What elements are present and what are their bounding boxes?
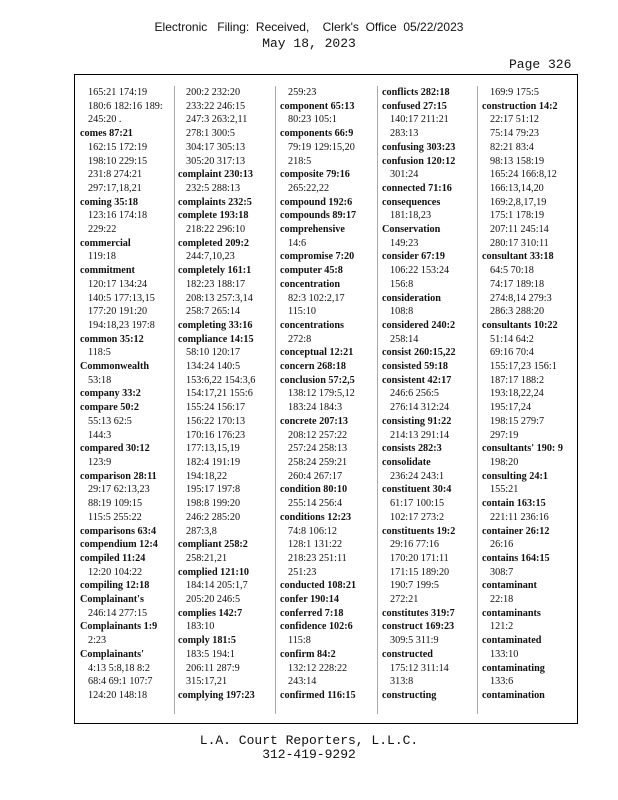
index-term: consistent 42:17 bbox=[382, 374, 452, 386]
index-reference: 218:22 296:10 bbox=[186, 224, 246, 236]
index-reference: 190:7 199:5 bbox=[390, 580, 439, 592]
index-term: conclusion 57:2,5 bbox=[280, 374, 355, 386]
index-reference: 258:7 265:14 bbox=[186, 306, 241, 318]
index-reference: 182:4 191:19 bbox=[186, 456, 241, 468]
index-term: complied 121:10 bbox=[178, 566, 250, 578]
index-reference: 22:17 51:12 bbox=[490, 114, 539, 126]
index-reference: 115:8 bbox=[288, 635, 311, 647]
index-reference: 162:15 172:19 bbox=[88, 141, 148, 153]
index-term: construct 169:23 bbox=[382, 621, 455, 633]
index-reference: 88:19 109:15 bbox=[88, 498, 143, 510]
index-term: common 35:12 bbox=[80, 333, 144, 345]
index-reference: 120:17 134:24 bbox=[88, 278, 148, 290]
index-reference: 309:5 311:9 bbox=[390, 635, 439, 647]
index-term: commercial bbox=[80, 237, 131, 249]
index-reference: 51:14 64:2 bbox=[490, 333, 534, 345]
index-reference: 205:20 246:5 bbox=[186, 594, 241, 606]
index-reference: 181:18,23 bbox=[390, 210, 432, 222]
index-reference: 244:7,10,23 bbox=[186, 251, 235, 263]
index-reference: 153:6,22 154:3,6 bbox=[186, 374, 256, 386]
index-term: constituent 30:4 bbox=[382, 484, 452, 496]
index-term: confirmed 116:15 bbox=[280, 689, 356, 701]
index-reference: 198:15 279:7 bbox=[490, 415, 545, 427]
index-term: confirm 84:2 bbox=[280, 648, 336, 660]
index-column-1 bbox=[80, 86, 170, 716]
index-reference: 169:9 175:5 bbox=[490, 87, 539, 98]
index-reference: 180:6 182:16 189: bbox=[88, 100, 163, 112]
index-reference: 74:8 106:12 bbox=[288, 525, 337, 537]
index-reference: 260:4 267:17 bbox=[288, 470, 343, 482]
index-reference: 155:24 156:17 bbox=[186, 402, 246, 414]
index-reference: 22:18 bbox=[490, 594, 514, 606]
index-reference: 287:3,8 bbox=[186, 525, 217, 537]
index-reference: 79:19 129:15,20 bbox=[288, 141, 355, 153]
index-reference: 278:1 300:5 bbox=[186, 128, 235, 140]
index-reference: 14:6 bbox=[288, 237, 307, 249]
index-reference: 200:2 232:20 bbox=[186, 87, 241, 98]
index-reference: 198:8 199:20 bbox=[186, 498, 241, 510]
index-reference: 255:14 256:4 bbox=[288, 498, 343, 510]
index-reference: 208:13 257:3,14 bbox=[186, 292, 253, 304]
index-column-5 bbox=[482, 86, 576, 716]
index-reference: 297:19 bbox=[490, 429, 519, 441]
index-column-3 bbox=[280, 86, 374, 716]
index-reference: 218:23 251:11 bbox=[288, 552, 347, 564]
index-reference: 165:21 174:19 bbox=[88, 87, 148, 98]
index-term: Complainants 1:9 bbox=[80, 621, 158, 633]
index-reference: 301:24 bbox=[390, 169, 419, 181]
index-term: concrete 207:13 bbox=[280, 415, 348, 427]
index-term: compendium 12:4 bbox=[80, 539, 158, 551]
index-reference: 155:17,23 156:1 bbox=[490, 361, 557, 373]
index-reference: 221:11 236:16 bbox=[490, 511, 549, 523]
index-term: confusion 120:12 bbox=[382, 155, 456, 167]
index-reference: 169:2,8,17,19 bbox=[490, 196, 547, 208]
index-reference: 208:12 257:22 bbox=[288, 429, 348, 441]
index-term: Commonwealth bbox=[80, 361, 150, 373]
index-reference: 2:23 bbox=[88, 635, 107, 647]
index-reference: 154:17,21 155:6 bbox=[186, 388, 253, 400]
filing-header: Electronic Filing: Received, Clerk's Office 05/22/2023 bbox=[154, 20, 464, 34]
index-reference: 132:12 228:22 bbox=[288, 662, 348, 674]
index-reference: 194:18,23 197:8 bbox=[88, 319, 155, 331]
index-reference: 75:14 79:23 bbox=[490, 128, 539, 140]
index-reference: 58:10 120:17 bbox=[186, 347, 241, 359]
index-term: comply 181:5 bbox=[178, 635, 237, 647]
index-term: conferred 7:18 bbox=[280, 607, 344, 619]
column-divider bbox=[174, 86, 175, 714]
index-term: confidence 102:6 bbox=[280, 621, 353, 633]
index-term: consideration bbox=[382, 292, 441, 304]
index-reference: 134:24 140:5 bbox=[186, 361, 241, 373]
index-term: Complainants' bbox=[80, 648, 144, 660]
index-reference: 166:13,14,20 bbox=[490, 182, 544, 194]
reporter-phone: 312-419-9292 bbox=[262, 747, 356, 762]
index-reference: 245:20 . bbox=[88, 114, 122, 126]
index-reference: 53:18 bbox=[88, 374, 112, 386]
index-reference: 183:5 194:1 bbox=[186, 648, 235, 660]
index-term: conflicts 282:18 bbox=[382, 87, 450, 98]
index-reference: 82:21 83:4 bbox=[490, 141, 534, 153]
index-reference: 149:23 bbox=[390, 237, 419, 249]
index-reference: 175:1 178:19 bbox=[490, 210, 545, 222]
date-header: May 18, 2023 bbox=[262, 36, 356, 51]
index-reference: 138:12 179:5,12 bbox=[288, 388, 355, 400]
index-reference: 243:14 bbox=[288, 676, 317, 688]
index-reference: 258:24 259:21 bbox=[288, 456, 348, 468]
index-reference: 68:4 69:1 107:7 bbox=[88, 676, 153, 688]
index-term: compiling 12:18 bbox=[80, 580, 150, 592]
index-reference: 218:5 bbox=[288, 155, 312, 167]
index-reference: 26:16 bbox=[490, 539, 514, 551]
index-reference: 304:17 305:13 bbox=[186, 141, 246, 153]
index-term: compound 192:6 bbox=[280, 196, 353, 208]
index-term: compiled 11:24 bbox=[80, 552, 146, 564]
index-term: complaint 230:13 bbox=[178, 169, 253, 181]
index-term: complete 193:18 bbox=[178, 210, 249, 222]
index-term: Conservation bbox=[382, 224, 441, 236]
index-term: consultant 33:18 bbox=[482, 251, 554, 263]
index-reference: 80:23 105:1 bbox=[288, 114, 337, 126]
index-column-2 bbox=[178, 86, 270, 716]
index-term: compromise 7:20 bbox=[280, 251, 355, 263]
column-divider bbox=[275, 86, 276, 714]
index-term: concentration bbox=[280, 278, 340, 290]
index-column-4 bbox=[382, 86, 474, 716]
page-number: Page 326 bbox=[509, 57, 572, 72]
index-reference: 177:13,15,19 bbox=[186, 443, 240, 455]
index-term: construction 14:2 bbox=[482, 100, 558, 112]
index-reference: 206:11 287:9 bbox=[186, 662, 240, 674]
index-term: comprehensive bbox=[280, 224, 345, 236]
index-term: coming 35:18 bbox=[80, 196, 139, 208]
index-reference: 155:21 bbox=[490, 484, 519, 496]
index-term: consider 67:19 bbox=[382, 251, 445, 263]
index-term: consists 282:3 bbox=[382, 443, 442, 455]
index-reference: 184:14 205:1,7 bbox=[186, 580, 248, 592]
index-reference: 229:22 bbox=[88, 224, 117, 236]
index-reference: 198:10 229:15 bbox=[88, 155, 148, 167]
index-term: comes 87:21 bbox=[80, 128, 133, 140]
index-term: container 26:12 bbox=[482, 525, 550, 537]
index-term: company 33:2 bbox=[80, 388, 141, 400]
index-reference: 272:21 bbox=[390, 594, 419, 606]
index-reference: 128:1 131:22 bbox=[288, 539, 343, 551]
index-reference: 124:20 148:18 bbox=[88, 689, 148, 701]
index-reference: 106:22 153:24 bbox=[390, 265, 450, 277]
index-term: contaminating bbox=[482, 662, 545, 674]
index-reference: 4:13 5:8,18 8:2 bbox=[88, 662, 150, 674]
index-term: computer 45:8 bbox=[280, 265, 343, 277]
index-term: condition 80:10 bbox=[280, 484, 348, 496]
index-term: contaminant bbox=[482, 580, 537, 592]
index-reference: 156:8 bbox=[390, 278, 414, 290]
index-term: consisted 59:18 bbox=[382, 361, 448, 373]
index-term: concern 268:18 bbox=[280, 361, 346, 373]
index-reference: 29:16 77:16 bbox=[390, 539, 439, 551]
index-reference: 246:14 277:15 bbox=[88, 607, 148, 619]
index-reference: 308:7 bbox=[490, 566, 514, 578]
index-reference: 305:20 317:13 bbox=[186, 155, 246, 167]
index-reference: 74:17 189:18 bbox=[490, 278, 545, 290]
index-reference: 283:13 bbox=[390, 128, 419, 140]
index-reference: 115:5 255:22 bbox=[88, 511, 142, 523]
index-reference: 61:17 100:15 bbox=[390, 498, 445, 510]
index-reference: 297:17,18,21 bbox=[88, 182, 142, 194]
index-reference: 119:18 bbox=[88, 251, 116, 263]
reporter-company: L.A. Court Reporters, L.L.C. bbox=[199, 733, 419, 748]
index-reference: 98:13 158:19 bbox=[490, 155, 545, 167]
index-reference: 194:18,22 bbox=[186, 470, 228, 482]
index-reference: 214:13 291:14 bbox=[390, 429, 450, 441]
index-reference: 246:2 285:20 bbox=[186, 511, 241, 523]
index-reference: 121:2 bbox=[490, 621, 514, 633]
index-term: Complainant's bbox=[80, 594, 144, 606]
index-reference: 272:8 bbox=[288, 333, 312, 345]
index-term: consist 260:15,22 bbox=[382, 347, 456, 359]
index-reference: 171:15 189:20 bbox=[390, 566, 450, 578]
index-reference: 195:17,24 bbox=[490, 402, 532, 414]
index-reference: 247:3 263:2,11 bbox=[186, 114, 248, 126]
index-reference: 69:16 70:4 bbox=[490, 347, 534, 359]
index-reference: 246:6 256:5 bbox=[390, 388, 439, 400]
index-reference: 102:17 273:2 bbox=[390, 511, 445, 523]
index-reference: 193:18,22,24 bbox=[490, 388, 544, 400]
index-term: contaminants bbox=[482, 607, 541, 619]
index-term: concentrations bbox=[280, 319, 344, 331]
index-reference: 170:20 171:11 bbox=[390, 552, 449, 564]
index-term: consulting 24:1 bbox=[482, 470, 548, 482]
index-term: compare 50:2 bbox=[80, 402, 139, 414]
index-term: conducted 108:21 bbox=[280, 580, 357, 592]
index-reference: 257:24 258:13 bbox=[288, 443, 348, 455]
index-reference: 236:24 243:1 bbox=[390, 470, 445, 482]
index-term: confused 27:15 bbox=[382, 100, 447, 112]
index-term: commitment bbox=[80, 265, 135, 277]
index-term: consolidate bbox=[382, 456, 431, 468]
index-term: compliant 258:2 bbox=[178, 539, 248, 551]
index-reference: 198:20 bbox=[490, 456, 519, 468]
index-reference: 313:8 bbox=[390, 676, 414, 688]
index-reference: 265:22,22 bbox=[288, 182, 330, 194]
column-divider bbox=[477, 86, 478, 714]
index-term: compounds 89:17 bbox=[280, 210, 357, 222]
index-term: completed 209:2 bbox=[178, 237, 250, 249]
index-term: constitutes 319:7 bbox=[382, 607, 455, 619]
index-reference: 123:16 174:18 bbox=[88, 210, 148, 222]
index-reference: 195:17 197:8 bbox=[186, 484, 241, 496]
index-reference: 55:13 62:5 bbox=[88, 415, 132, 427]
index-reference: 251:23 bbox=[288, 566, 317, 578]
index-reference: 187:17 188:2 bbox=[490, 374, 545, 386]
index-reference: 286:3 288:20 bbox=[490, 306, 545, 318]
index-term: connected 71:16 bbox=[382, 182, 452, 194]
index-reference: 82:3 102:2,17 bbox=[288, 292, 345, 304]
index-reference: 133:6 bbox=[490, 676, 514, 688]
index-term: consultants' 190: 9 bbox=[482, 443, 563, 455]
index-term: conceptual 12:21 bbox=[280, 347, 354, 359]
index-reference: 274:8,14 279:3 bbox=[490, 292, 552, 304]
index-term: consequences bbox=[382, 196, 441, 208]
index-term: consisting 91:22 bbox=[382, 415, 452, 427]
index-term: component 65:13 bbox=[280, 100, 355, 112]
index-reference: 232:5 288:13 bbox=[186, 182, 241, 194]
index-term: compared 30:12 bbox=[80, 443, 150, 455]
index-term: comparison 28:11 bbox=[80, 470, 157, 482]
index-term: contain 163:15 bbox=[482, 498, 546, 510]
index-reference: 175:12 311:14 bbox=[390, 662, 449, 674]
index-reference: 118:5 bbox=[88, 347, 111, 359]
index-reference: 140:5 177:13,15 bbox=[88, 292, 155, 304]
index-term: confusing 303:23 bbox=[382, 141, 456, 153]
index-reference: 183:24 184:3 bbox=[288, 402, 343, 414]
index-reference: 280:17 310:11 bbox=[490, 237, 549, 249]
index-reference: 140:17 211:21 bbox=[390, 114, 449, 126]
index-reference: 133:10 bbox=[490, 648, 519, 660]
index-reference: 64:5 70:18 bbox=[490, 265, 534, 277]
index-reference: 115:10 bbox=[288, 306, 316, 318]
index-term: complaints 232:5 bbox=[178, 196, 252, 208]
index-term: components 66:9 bbox=[280, 128, 354, 140]
index-reference: 12:20 104:22 bbox=[88, 566, 143, 578]
index-reference: 315:17,21 bbox=[186, 676, 228, 688]
index-reference: 233:22 246:15 bbox=[186, 100, 246, 112]
index-term: contains 164:15 bbox=[482, 552, 550, 564]
index-term: consultants 10:22 bbox=[482, 319, 558, 331]
index-reference: 182:23 188:17 bbox=[186, 278, 246, 290]
index-term: contaminated bbox=[482, 635, 542, 647]
column-divider bbox=[377, 86, 378, 714]
index-reference: 170:16 176:23 bbox=[186, 429, 246, 441]
index-reference: 258:14 bbox=[390, 333, 419, 345]
index-reference: 231:8 274:21 bbox=[88, 169, 143, 181]
index-term: completely 161:1 bbox=[178, 265, 252, 277]
index-reference: 29:17 62:13,23 bbox=[88, 484, 150, 496]
index-reference: 259:23 bbox=[288, 87, 317, 98]
index-term: completing 33:16 bbox=[178, 319, 253, 331]
index-term: composite 79:16 bbox=[280, 169, 350, 181]
index-term: constructed bbox=[382, 648, 433, 660]
index-term: compliance 14:15 bbox=[178, 333, 254, 345]
index-term: comparisons 63:4 bbox=[80, 525, 157, 537]
index-term: confer 190:14 bbox=[280, 594, 339, 606]
index-term: complying 197:23 bbox=[178, 689, 255, 701]
index-reference: 276:14 312:24 bbox=[390, 402, 450, 414]
index-reference: 183:10 bbox=[186, 621, 215, 633]
index-reference: 165:24 166:8,12 bbox=[490, 169, 557, 181]
index-term: contamination bbox=[482, 689, 545, 701]
index-reference: 156:22 170:13 bbox=[186, 415, 246, 427]
index-reference: 207:11 245:14 bbox=[490, 224, 549, 236]
index-term: considered 240:2 bbox=[382, 319, 456, 331]
index-term: constituents 19:2 bbox=[382, 525, 456, 537]
index-reference: 258:21,21 bbox=[186, 552, 228, 564]
index-reference: 108:8 bbox=[390, 306, 414, 318]
index-term: constructing bbox=[382, 689, 437, 701]
index-reference: 123:9 bbox=[88, 456, 112, 468]
index-term: complies 142:7 bbox=[178, 607, 243, 619]
index-reference: 177:20 191:20 bbox=[88, 306, 148, 318]
index-term: conditions 12:23 bbox=[280, 511, 352, 523]
index-reference: 144:3 bbox=[88, 429, 112, 441]
